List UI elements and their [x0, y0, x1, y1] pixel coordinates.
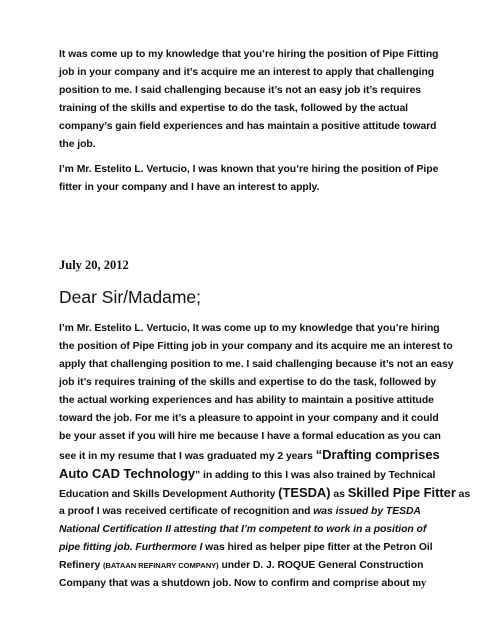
text-run: a proof I was received certificate of recognition and [59, 506, 314, 517]
body-line [59, 577, 426, 590]
italic-text: was issued by TESDA [313, 506, 421, 517]
text-run: ” in adding to this I was also trained by Technical [195, 470, 436, 481]
body-line: apply that challenging position to me. I said challenging because it’s not an easy [59, 359, 454, 370]
text-run: Education and Skills Development Authority [59, 489, 279, 500]
body-line [59, 559, 423, 572]
text-run: see it in my resume that I was graduated my 2 years [59, 451, 316, 462]
body-line [59, 467, 435, 482]
paragraph-line: I’m Mr. Estelito L. Vertucio, I was known that you’re hiring the position of Pipe [59, 164, 439, 175]
text-run: as [455, 489, 471, 500]
body-line [59, 505, 421, 518]
highlighted-text: Auto CAD Technology [59, 466, 196, 481]
text-run: was hired as helper pipe fitter at the Petron Oil [202, 542, 433, 553]
paragraph-line: the job. [59, 139, 96, 150]
paragraph-line: It was come up to my knowledge that you’re hiring the position of Pipe Fitting [59, 49, 439, 60]
body-line [59, 541, 433, 554]
text-run: Company that was a shutdown job. Now to confirm and comprise about [59, 578, 413, 589]
text-run: Refinery [59, 560, 104, 571]
salutation: Dear Sir/Madame; [59, 287, 201, 307]
body-line: be your asset if you will hire me because I have a formal education as you can [59, 431, 441, 442]
italic-text: pipe fitting job. Furthermore I [59, 542, 203, 553]
body-line: toward the job. For me it’s a pleasure to appoint in your company and it could [59, 413, 439, 424]
paragraph-line: job in your company and it’s acquire me an interest to apply that challenging [59, 67, 435, 78]
paragraph-line: position to me. I said challenging because it’s not an easy job it’s requires [59, 85, 422, 96]
body-line: the position of Pipe Fitting job in your company and its acquire me an interest to [59, 341, 453, 352]
body-line [59, 486, 470, 501]
small-caps-text: (BATAAN REFINARY COMPANY) [103, 561, 219, 570]
body-line: National Certification II attesting that I’m competent to work in a position of [59, 524, 427, 535]
body-line [59, 448, 440, 463]
letter-date: July 20, 2012 [59, 258, 129, 272]
text-run: my [412, 578, 427, 589]
highlighted-text: “Drafting comprises [315, 447, 440, 462]
body-line: the actual working experiences and has ability to maintain a positive attitude [59, 395, 434, 406]
paragraph-line: fitter in your company and I have an interest to apply. [59, 182, 320, 193]
highlighted-text: Skilled Pipe Fitter [347, 485, 456, 500]
text-run: as [330, 489, 348, 500]
highlighted-text: (TESDA) [278, 485, 331, 500]
paragraph-line: training of the skills and expertise to do the task, followed by the actual [59, 103, 409, 114]
body-line: job it’s requires training of the skills and expertise to do the task, followed by [59, 377, 437, 388]
paragraph-line: company’s gain field experiences and has maintain a positive attitude toward [59, 121, 437, 132]
text-run: under D. J. ROQUE General Construction [218, 560, 424, 571]
body-line: I’m Mr. Estelito L. Vertucio, It was come up to my knowledge that you’re hiring [59, 323, 440, 334]
